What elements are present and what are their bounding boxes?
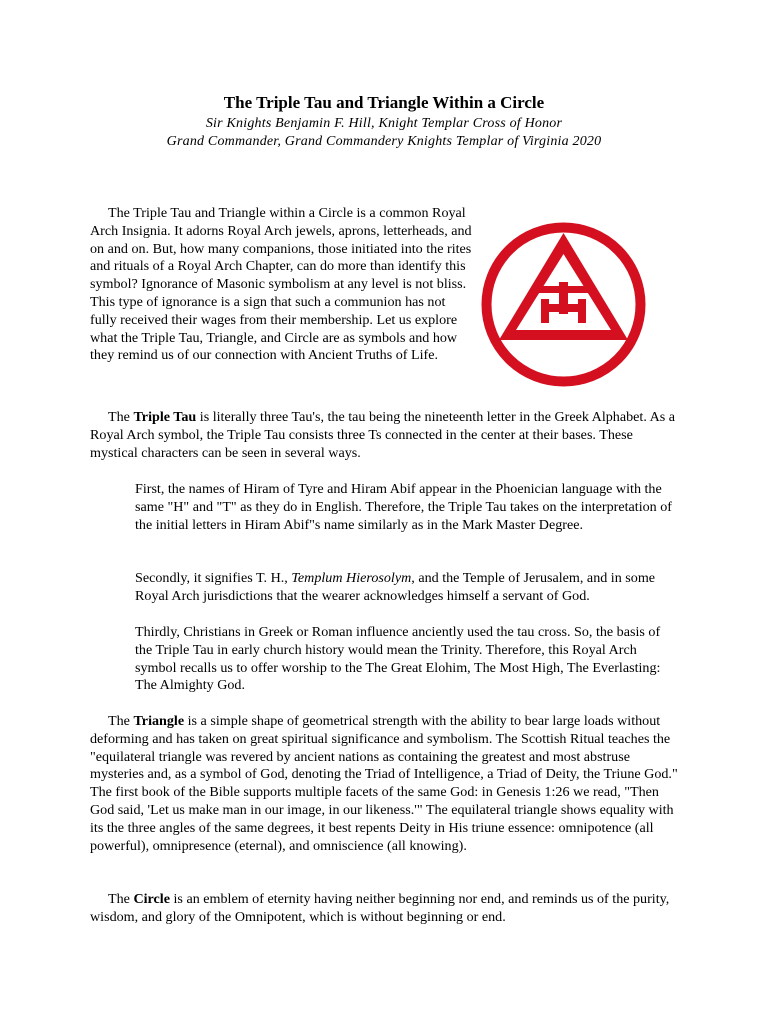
second-point-text-b: , and the Temple of Jerusalem, and in some Royal Arch jurisdictions that the wearer acknowledges himself a servant of God.	[135, 570, 656, 604]
triangle-lead: The	[108, 713, 130, 729]
circle-lead: The	[108, 891, 130, 907]
triangle-term: Triangle	[133, 713, 185, 729]
triple-tau-paragraph	[90, 409, 682, 462]
first-point-paragraph: First, the names of Hiram of Tyre and Hiram Abif appear in the Phoenician language with the same "H" and "T" as they do in English. Therefore, the Triple Tau takes on the interpretation of the initial letters in Hiram Abif"s name similarly as in the Mark Master Degree.	[135, 481, 672, 533]
triple-tau-text: is literally three Tau's, the tau being the nineteenth letter in the Greek Alphabet. As a Royal Arch symbol, the Triple Tau consists three Ts connected in the center at their bases. These mystical characters can be seen in several ways.	[90, 409, 676, 461]
royal-arch-triple-tau-emblem-icon	[479, 220, 648, 389]
templum-hierosolym-term: Templum Hierosolym	[291, 570, 412, 586]
intro-text: The Triple Tau and Triangle within a Circle is a common Royal Arch Insignia. It adorns Royal Arch jewels, aprons, letterheads, and on and on. But, how many companions, those initiated into the rites and rituals of a Royal Arch Chapter, can do more than identify this symbol? Ignorance of Masonic symbolism at any level is not bliss. This type of ignorance is a sign that such a communion has not fully received their wages from their membership. Let us explore what the Triple Tau, Triangle, and Circle are as symbols and how they remind us of our connection with Ancient Truths of Life.	[90, 205, 472, 364]
circle-term: Circle	[133, 891, 170, 907]
circle-paragraph	[90, 891, 682, 927]
circle-text: is an emblem of eternity having neither beginning nor end, and reminds us of the purity, wisdom, and glory of the Omnipotent, which is without beginning or end.	[90, 891, 670, 925]
author-line: Sir Knights Benjamin F. Hill, Knight Templar Cross of Honor	[205, 116, 563, 131]
second-point-paragraph	[135, 570, 680, 606]
author-title-line: Grand Commander, Grand Commandery Knights Templar of Virginia 2020	[166, 134, 602, 149]
third-point-paragraph: Thirdly, Christians in Greek or Roman influence anciently used the tau cross. So, the basis of the Triple Tau in early church history would mean the Trinity. Therefore, this Royal Arch symbol recalls us to offer worship to the The Great Elohim, The Most High, The Everlasting: The Almighty God.	[135, 624, 661, 694]
triangle-text: is a simple shape of geometrical strength with the ability to bear large loads without deforming and has taken on great spiritual significance and symbolism. The Scottish Ritual teaches the "equilateral triangle was revered by ancient nations as containing the greatest and most abstruse mysteries and, as a symbol of God, denoting the Triad of Intelligence, a Triad of Deity, the Triune God." The first book of the Bible supports multiple facets of the same God: in Genesis 1:26 we read, "Then God said, 'Let us make man in our image, in our likeness.'" The equilateral triangle shows equality with its the three angles of the same degrees, it best repents Deity in His triune essence: omnipotence (all powerful), omnipresence (eternal), and omniscience (all knowing).	[90, 713, 678, 854]
page-title: The Triple Tau and Triangle Within a Circle	[223, 93, 545, 112]
second-point-text-a: Secondly, it signifies T. H.,	[135, 570, 288, 586]
triple-tau-term: Triple Tau	[133, 409, 197, 425]
triangle-paragraph	[90, 713, 682, 855]
intro-paragraph	[90, 205, 472, 365]
triple-tau-lead: The	[108, 409, 130, 425]
